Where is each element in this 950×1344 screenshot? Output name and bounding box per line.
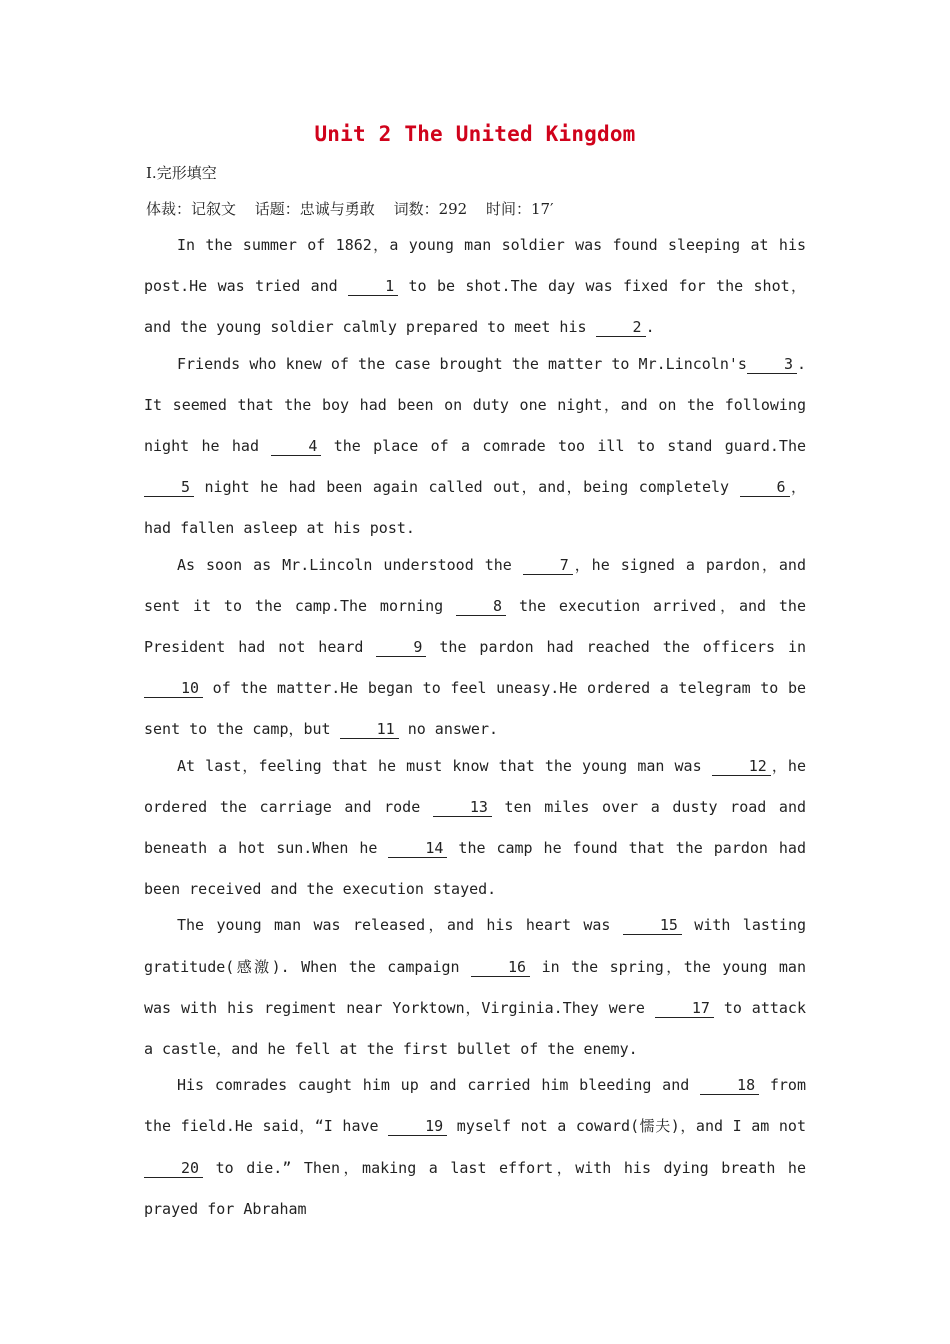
- blank-2: 2: [596, 318, 646, 337]
- blank-6: 6: [740, 478, 790, 497]
- document-title: Unit 2 The United Kingdom: [314, 122, 636, 146]
- meta-word-count: 词数：292: [393, 200, 468, 218]
- blank-12: 12: [712, 757, 771, 776]
- paragraph-3: As soon as Mr.Lincoln understood the 7 ，he signed a pardon，and sent it to the camp.The morning 8 the execution arrived，and the President had not heard 9 the pardon had reached the officers in 10 of the matter.He began to feel uneasy.He ordered a telegram to be sent to the camp，but 11 no answer.: [144, 555, 807, 739]
- blank-8: 8: [456, 597, 506, 616]
- paragraph-6: His comrades caught him up and carried him bleeding and 18 from the field.He said，“I have 19 myself not a coward(懦夫)，and I am not 20 to die.” Then，making a last effort，with his dying breath he prayed for Abraham: [144, 1076, 806, 1218]
- paragraph-5: The young man was released，and his heart was 15 with lasting gratitude(感激). When the campaign 16 in the spring，the young man was with his regiment near Yorktown，Virginia.They were 17 to attack a castle，and he fell at the first bullet of the enemy.: [144, 916, 807, 1059]
- blank-18: 18: [700, 1076, 759, 1095]
- blank-13: 13: [433, 798, 492, 817]
- blank-9: 9: [376, 638, 426, 657]
- paragraph-1: In the summer of 1862，a young man soldier was found sleeping at his post.He was tried and 1 to be shot.The day was fixed for the shot，and the young soldier calmly prepared to meet his 2 .: [144, 236, 806, 337]
- blank-15: 15: [623, 916, 682, 935]
- blank-5: 5: [144, 478, 194, 497]
- blank-4: 4: [271, 437, 321, 456]
- blank-20: 20: [144, 1159, 203, 1178]
- cloze-passage: [144, 225, 806, 1225]
- blank-16: 16: [471, 958, 530, 977]
- blank-17: 17: [655, 999, 714, 1018]
- passage-meta: [146, 198, 568, 219]
- blank-7: 7: [523, 556, 573, 575]
- meta-genre: 体裁：记叙文: [146, 200, 237, 218]
- paragraph-2: Friends who knew of the case brought the matter to Mr.Lincoln's 3 . It seemed that the boy had been on duty one night，and on the following night he had 4 the place of a comrade too ill to stand guard.The 5 night he had been again called out，and，being completely 6 ，had fallen asleep at his post.: [144, 354, 807, 538]
- blank-11: 11: [340, 720, 399, 739]
- meta-topic: 话题：忠诚与勇敢: [254, 200, 375, 218]
- blank-14: 14: [388, 839, 447, 858]
- blank-19: 19: [388, 1117, 447, 1136]
- paragraph-4: At last，feeling that he must know that the young man was 12 ，he ordered the carriage and rode 13 ten miles over a dusty road and beneath a hot sun.When he 14 the camp he found that the pardon had been received and the execution stayed.: [144, 756, 807, 899]
- blank-3: 3: [747, 355, 797, 374]
- blank-1: 1: [348, 277, 398, 296]
- section-heading: Ⅰ.完形填空: [146, 164, 217, 182]
- meta-time: 时间：17′: [486, 200, 554, 218]
- blank-10: 10: [144, 679, 203, 698]
